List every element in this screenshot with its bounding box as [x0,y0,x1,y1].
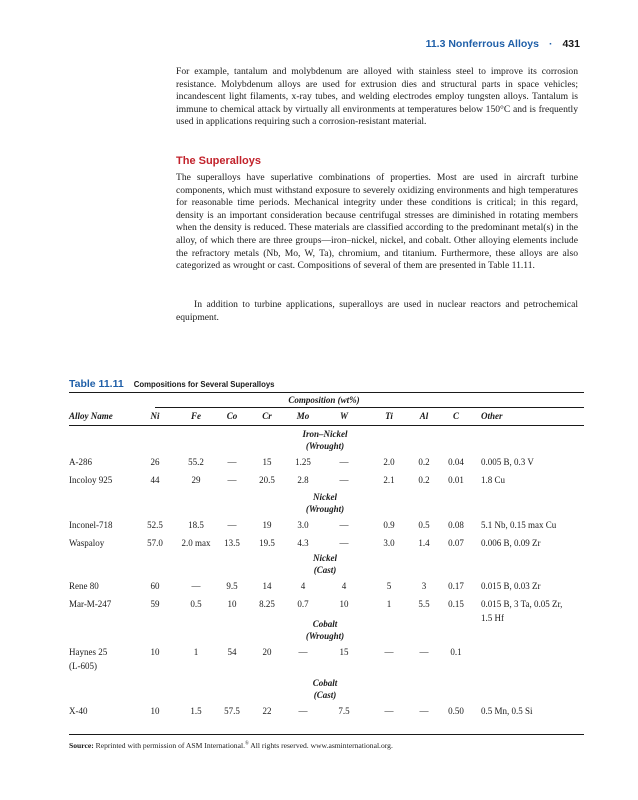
table-cell: — [419,706,429,716]
table-cell: 54 [227,647,237,657]
group-label-line-1: Cobalt [312,619,338,629]
table-cell: 2.0 max [181,538,211,548]
table-cell: 19.5 [259,538,275,548]
table-number: Table 11.11 [69,378,124,390]
alloy-name-cell: Mar-M-247 [69,599,112,609]
table-cell: — [384,706,394,716]
table-cell: 3.0 [383,538,395,548]
group-label-line-1: Iron–Nickel [302,429,348,439]
table-cell: 55.2 [188,457,204,467]
table-cell: 15 [262,457,272,467]
table-cell: 0.01 [448,475,464,485]
alloy-name-cell: Rene 80 [69,581,99,591]
column-header: Ti [385,411,393,421]
table-cell: — [384,647,394,657]
group-label-line-2: (Cast) [313,565,337,575]
composition-header: Composition (wt%) [288,395,360,405]
column-header: Co [226,411,238,421]
group-label-line-2: (Wrought) [305,441,345,451]
table-cell: 9.5 [226,581,238,591]
paragraph-1: For example, tantalum and molybdenum are alloyed with stainless steel to improve its corrosion resistance. Molybdenum alloys are used for extrusion dies and structural parts in space vehicles; incandescent light filaments, x-ray tubes, and welding electrodes employ tungsten alloys. Tantalum is immune to chemical attack by virtually all environments at temperatures below 150°C and is frequently used in applications requiring such a corrosion-resistant material. [176,66,578,128]
source-sup: ® [244,741,249,747]
group-label-line-2: (Wrought) [305,631,345,641]
table-cell: — [339,520,349,530]
table-cell: 10 [227,599,237,609]
table-cell: 8.25 [259,599,275,609]
group-label [313,677,338,701]
table-cell: — [298,706,308,716]
table-cell-continuation: 1.5 Hf [481,613,504,623]
table-cell: 14 [262,581,272,591]
column-header: Other [481,411,503,421]
source-label: Source: [69,741,94,750]
alloy-name-cell: Incoloy 925 [69,475,113,485]
table-caption [69,378,275,390]
table-cell-continuation: (L-605) [69,661,97,671]
column-header: Fe [191,411,201,421]
group-label [313,552,337,576]
table-cell: 22 [262,706,272,716]
group-label [306,491,344,515]
table-cell: 44 [150,475,160,485]
table-cell: — [339,475,349,485]
table-cell: 1 [193,647,199,657]
source-text: Reprinted with permission of ASM International. [95,741,245,750]
table-cell: 20.5 [259,475,275,485]
table-cell: 3.0 [297,520,309,530]
group-label-line-1: Nickel [313,553,337,563]
paragraph-2: The superalloys have superlative combinations of properties. Most are used in aircraft turbine components, which must withstand exposure to severely oxidizing environments and high temperatures for reasonable time periods. Mechanical integrity under these conditions is critical; in this regard, density is an important consideration because centrifugal stresses are diminished in rotating members when the density is reduced. These materials are classified according to the predominant metal(s) in the alloy, of which there are three groups—iron–nickel, nickel, and cobalt. Other alloying elements include the refractory metals (Nb, Mo, W, Ta), chromium, and titanium. Furthermore, these alloys are also categorized as wrought or cast. Compositions of several of them are presented in Table 11.11. [176,172,578,272]
table-cell: 1.8 Cu [481,475,506,485]
table-cell: 52.5 [147,520,163,530]
table-rule [69,425,584,426]
alloy-name-cell: X-40 [69,706,88,716]
header-separator: · [548,38,553,50]
table-cell: 57.5 [224,706,240,716]
group-label-line-1: Nickel [313,492,337,502]
table-cell: 0.2 [418,475,430,485]
page-number: 431 [562,38,580,50]
column-header: W [339,411,349,421]
table-cell: 0.08 [448,520,464,530]
table-cell: 15 [339,647,349,657]
table-cell: 4 [341,581,347,591]
table-cell: 10 [150,647,160,657]
table-cell: 0.2 [418,457,430,467]
group-label [306,618,344,642]
table-rule [69,734,584,735]
table-cell: 5.1 Nb, 0.15 max Cu [481,520,557,530]
table-cell: 0.015 B, 0.03 Zr [481,581,541,591]
column-header: Cr [262,411,272,421]
table-cell: 20 [262,647,272,657]
table-cell: 5.5 [418,599,430,609]
table-cell: 5 [386,581,392,591]
table-cell: 2.1 [383,475,395,485]
paragraph-3: In addition to turbine applications, superalloys are used in nuclear reactors and petrochemical equipment. [176,299,578,323]
table-cell: 0.006 B, 0.09 Zr [481,538,541,548]
alloy-name-cell: Inconel-718 [69,520,113,530]
table-cell: 0.17 [448,581,464,591]
table-cell: 0.5 [418,520,430,530]
running-header [426,38,580,50]
table-cell: 1 [386,599,392,609]
section-heading: The Superalloys [176,155,261,167]
table-cell: 0.1 [450,647,462,657]
table-cell: — [298,647,308,657]
table-cell: 0.07 [448,538,464,548]
table-cell: 2.0 [383,457,395,467]
table-cell: 0.15 [448,599,464,609]
table-cell: — [339,457,349,467]
table-cell: 19 [262,520,272,530]
table-cell: 59 [150,599,160,609]
table-cell: — [227,475,237,485]
table-title: Compositions for Several Superalloys [133,380,275,389]
table-cell: 29 [191,475,201,485]
table-cell: 2.8 [297,475,309,485]
table-cell: 4 [300,581,306,591]
table-cell: 1.25 [295,457,311,467]
column-header: Ni [150,411,160,421]
table-cell: 3 [421,581,427,591]
group-label-line-2: (Cast) [313,690,337,700]
table-cell: 10 [150,706,160,716]
table-cell: 7.5 [338,706,350,716]
header-section-title: 11.3 Nonferrous Alloys [425,38,539,50]
column-header: Mo [296,411,310,421]
column-header: Al [419,411,429,421]
table-cell: 0.04 [448,457,464,467]
table-cell: — [339,538,349,548]
table-cell: 1.5 [190,706,202,716]
table-cell: — [419,647,429,657]
table-cell: 13.5 [224,538,240,548]
table-cell: 0.50 [448,706,464,716]
table-cell: — [227,520,237,530]
table-cell: 0.005 B, 0.3 V [481,457,534,467]
source-tail: All rights reserved. www.asminternational.org. [250,741,393,750]
table-cell: 1.4 [418,538,430,548]
table-cell: 0.5 [190,599,202,609]
table-source-note [69,741,393,750]
alloy-name-cell: Haynes 25 [69,647,108,657]
table-rule [69,392,584,393]
table-cell: 10 [339,599,349,609]
table-cell: 26 [150,457,160,467]
group-label-line-2: (Wrought) [305,504,345,514]
table-cell: 0.7 [297,599,309,609]
table-cell: — [227,457,237,467]
table-cell: 4.3 [297,538,309,548]
table-cell: 0.5 Mn, 0.5 Si [481,706,533,716]
alloy-name-cell: Waspaloy [69,538,105,548]
table-cell: 60 [150,581,160,591]
table-cell: 0.9 [383,520,395,530]
alloy-name-cell: A-286 [69,457,92,467]
group-label [303,428,348,452]
column-header: C [452,411,460,421]
table-cell: 0.015 B, 3 Ta, 0.05 Zr, [481,599,563,609]
table-cell: 57.0 [147,538,163,548]
group-label-line-1: Cobalt [312,678,338,688]
column-header: Alloy Name [69,411,113,421]
table-cell: 18.5 [188,520,204,530]
table-cell: — [191,581,201,591]
table-rule [155,407,584,408]
